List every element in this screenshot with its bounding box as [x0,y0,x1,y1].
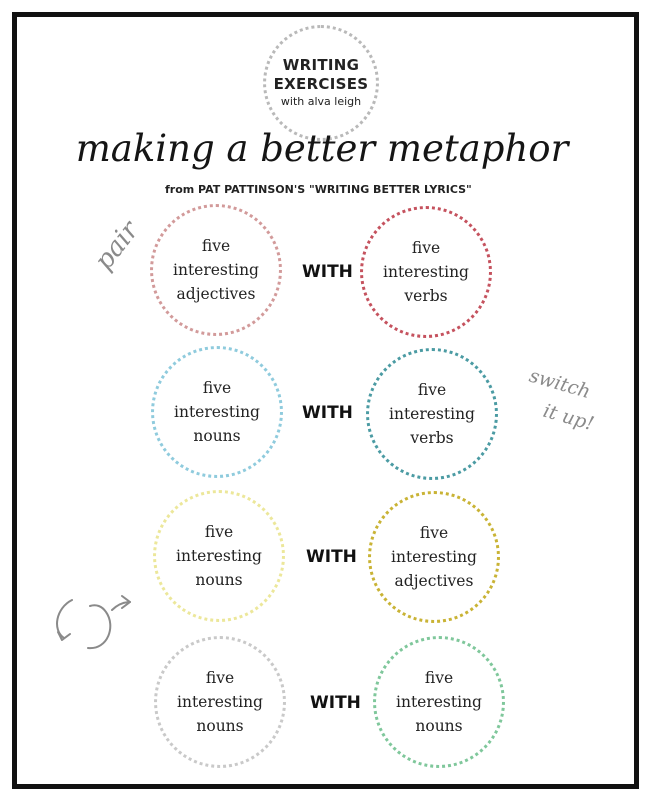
circle-text: adjectives [176,285,256,303]
circle-row3-left [153,490,285,622]
circle-text: interesting [389,405,475,423]
page-title: making a better metaphor [75,127,569,170]
with-connector: WITH [302,403,353,423]
circle-text: nouns [415,717,463,735]
circle-row4-right [373,636,505,768]
circle-text: five [417,381,447,399]
circle-row2-left [151,346,283,478]
handwritten-switch-line2: it up! [540,399,597,436]
circle-row1-left [150,204,282,336]
circle-text: five [205,669,235,687]
handwritten-pair-text: pair [88,215,146,276]
circle-text: adjectives [394,572,474,590]
circle-text: verbs [410,429,454,447]
circle-text: nouns [196,717,244,735]
with-connector: WITH [306,547,357,567]
circle-text: interesting [174,403,260,421]
circle-text: interesting [391,548,477,566]
circle-text: five [202,379,232,397]
circle-row3-right [368,491,500,623]
with-connector: WITH [310,693,361,713]
circle-text: interesting [383,263,469,281]
circle-row2-right [366,348,498,480]
circle-text: five [424,669,454,687]
circle-text: nouns [195,571,243,589]
circle-row1-right [360,206,492,338]
circle-text: nouns [193,427,241,445]
writing-exercises-badge [263,25,379,141]
handwritten-pair-note [85,195,165,285]
circle-text: five [419,524,449,542]
circle-text: five [411,239,441,257]
swap-arrows-icon [50,590,140,660]
handwritten-switch-line1: switch [526,364,594,404]
circle-row4-left [154,636,286,768]
badge-line-2: EXERCISES [273,75,369,93]
badge-line-3: with alva leigh [280,95,362,108]
page-subtitle: from PAT PATTINSON'S "WRITING BETTER LYRICS" [165,183,472,196]
circle-text: interesting [176,547,262,565]
circle-text: interesting [396,693,482,711]
circle-text: five [201,237,231,255]
circle-text: five [204,523,234,541]
with-connector: WITH [302,262,353,282]
circle-text: verbs [404,287,448,305]
circle-text: interesting [177,693,263,711]
circle-text: interesting [173,261,259,279]
handwritten-switch-note [520,362,630,462]
badge-line-1: WRITING [282,56,360,74]
